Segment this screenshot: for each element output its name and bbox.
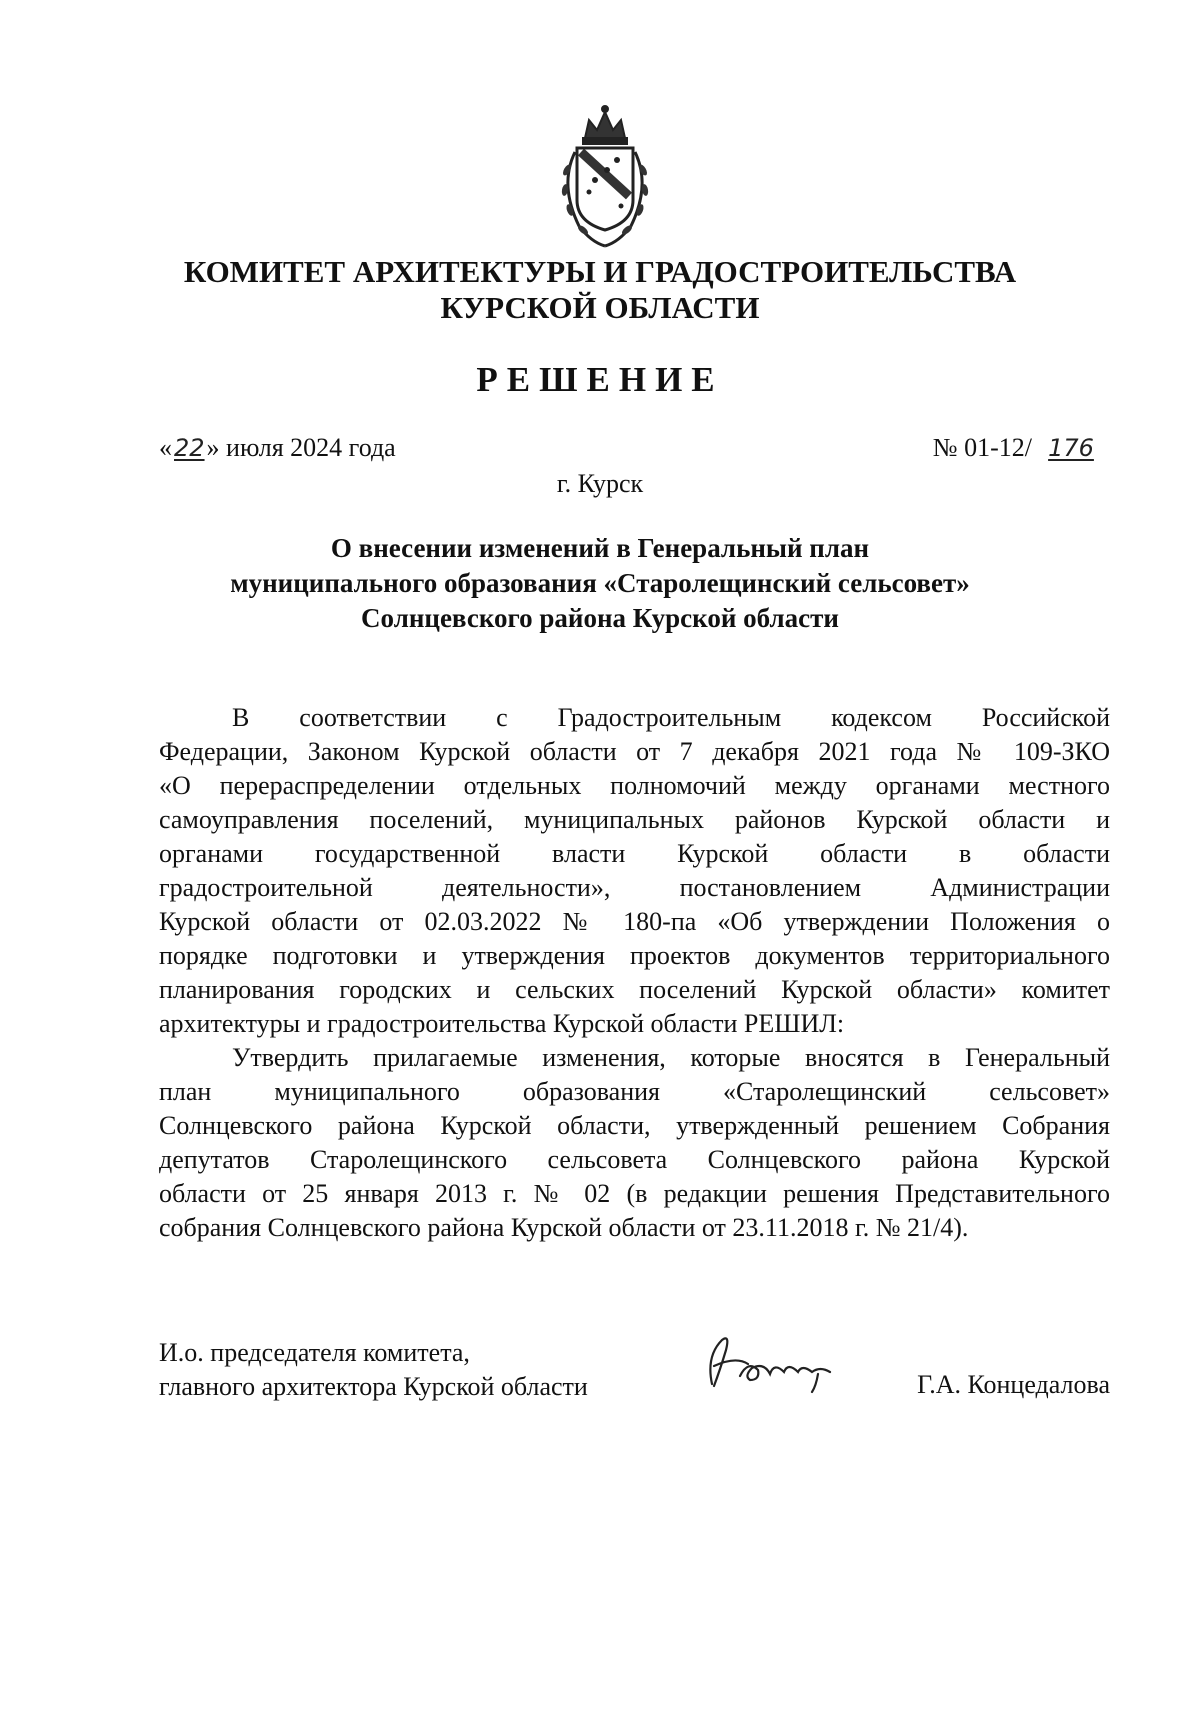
body-line: области от 25 января 2013 г. № 02 (в редакции решения Представительного — [159, 1179, 1110, 1208]
date-open-quote: « — [159, 433, 172, 462]
date-day-handwritten: 22 — [174, 434, 205, 462]
body-line: Солнцевского района Курской области, утвержденный решением Собрания — [159, 1111, 1110, 1140]
document-subject — [140, 531, 1060, 636]
body-line: планирования городских и сельских поселений Курской области» комитет — [159, 975, 1110, 1004]
body-line: градостроительной деятельности», постановлением Администрации — [159, 873, 1110, 902]
document-number — [933, 433, 1110, 463]
date-rest: » июля 2024 года — [206, 433, 396, 462]
number-handwritten: 176 — [1048, 434, 1094, 462]
body-line: «О перераспределении отдельных полномочий между органами местного — [159, 771, 1110, 800]
handwritten-signature — [700, 1326, 850, 1396]
subject-line: Солнцевского района Курской области — [361, 603, 839, 633]
subject-line: О внесении изменений в Генеральный план — [330, 533, 870, 563]
document-type-heading: РЕШЕНИЕ — [476, 360, 724, 399]
org-title-line-2: КУРСКОЙ ОБЛАСТИ — [440, 290, 760, 325]
body-line: архитектуры и градостроительства Курской области РЕШИЛ: — [159, 1009, 845, 1038]
body-line: порядке подготовки и утверждения проектов документов территориального — [159, 941, 1110, 970]
number-prefix: № 01-12/ — [932, 433, 1032, 462]
document-body — [159, 701, 1110, 1245]
body-line: Курской области от 02.03.2022 № 180-па «Об утверждении Положения о — [159, 907, 1110, 936]
body-line: план муниципального образования «Старолещинский сельсовет» — [159, 1077, 1110, 1106]
org-title-line-1: КОМИТЕТ АРХИТЕКТУРЫ И ГРАДОСТРОИТЕЛЬСТВА — [183, 254, 1017, 289]
organization-title — [120, 254, 1080, 326]
coat-of-arms-icon — [545, 100, 665, 250]
body-line: органами государственной власти Курской области в области — [159, 839, 1110, 868]
signatory-title-line-2: главного архитектора Курской области — [159, 1372, 588, 1401]
body-line: В соответствии с Градостроительным кодексом Российской — [232, 703, 1110, 732]
signatory-title — [159, 1336, 588, 1404]
document-date — [159, 433, 396, 463]
body-line: собрания Солнцевского района Курской области от 23.11.2018 г. № 21/4). — [159, 1213, 969, 1242]
body-line: депутатов Старолещинского сельсовета Солнцевского района Курской — [159, 1145, 1110, 1174]
signatory-title-line-1: И.о. председателя комитета, — [159, 1338, 470, 1367]
body-line: самоуправления поселений, муниципальных районов Курской области и — [159, 805, 1110, 834]
body-line: Федерации, Законом Курской области от 7 декабря 2021 года № 109-ЗКО — [159, 737, 1110, 766]
document-city: г. Курск — [556, 469, 644, 498]
subject-line: муниципального образования «Старолещинский сельсовет» — [230, 568, 970, 598]
body-line: Утвердить прилагаемые изменения, которые вносятся в Генеральный — [232, 1043, 1110, 1072]
signatory-name: Г.А. Концедалова — [917, 1370, 1110, 1399]
